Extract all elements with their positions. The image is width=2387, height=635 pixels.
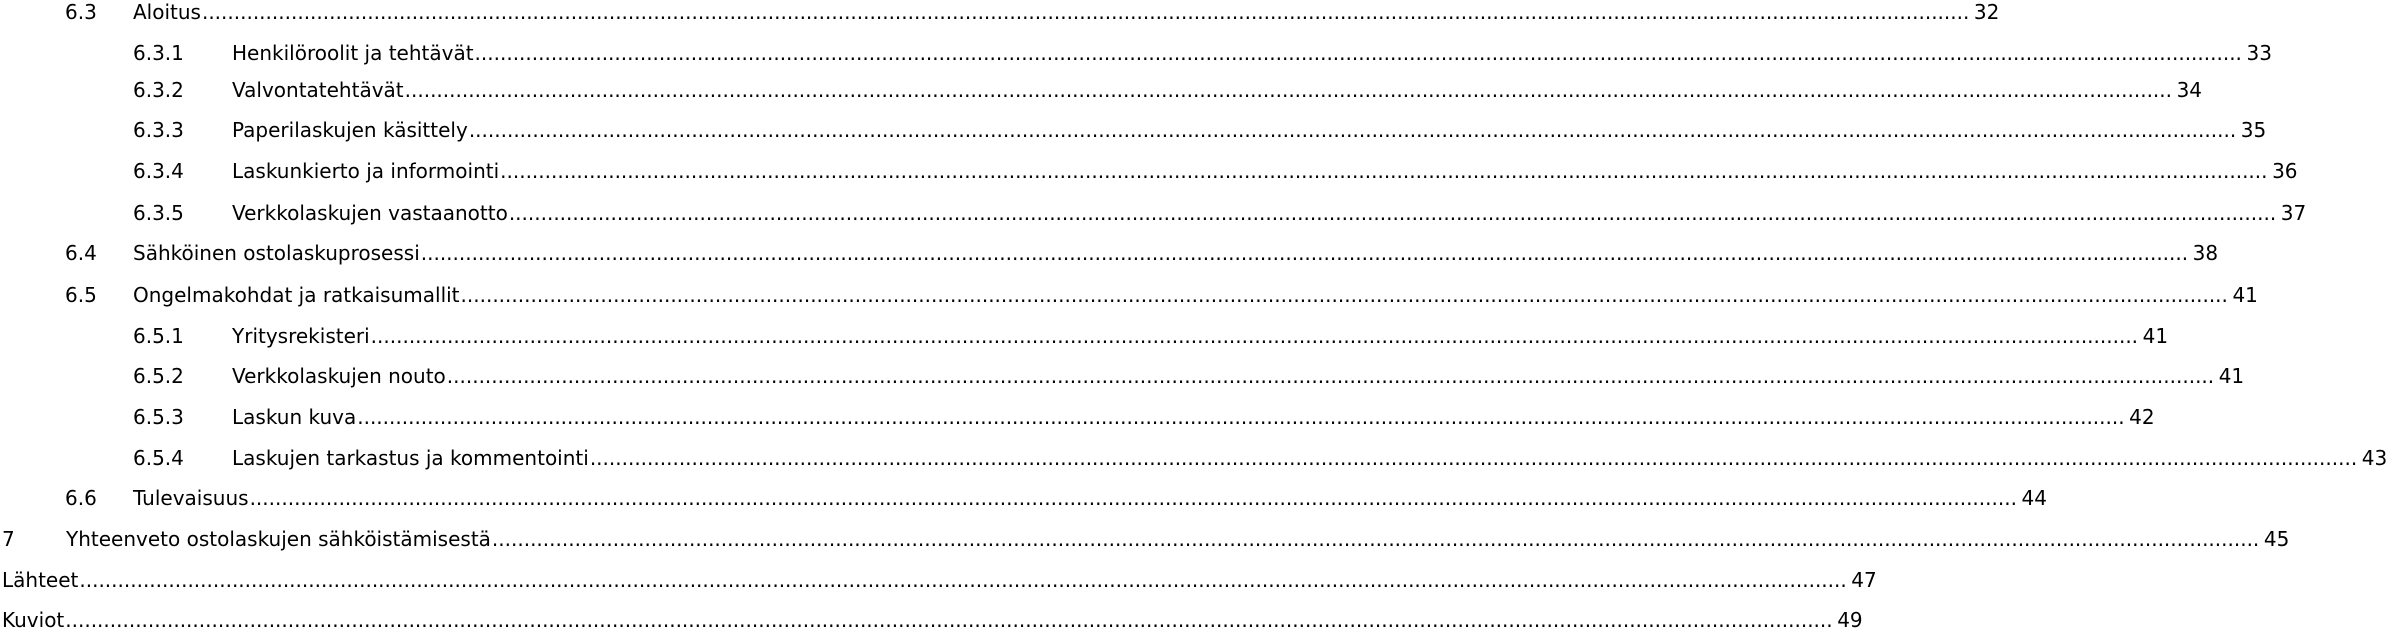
toc-entry-number: 6.3 (65, 0, 97, 24)
toc-entry-number: 6.5.3 (133, 405, 184, 429)
toc-entry[interactable] (0, 524, 2290, 554)
toc-entry-number: 6.3.5 (133, 201, 184, 225)
toc-entry-number: 6.3.3 (133, 118, 184, 142)
toc-entry[interactable] (0, 238, 2219, 268)
dot-leader (500, 156, 2267, 186)
dot-leader (447, 361, 2214, 391)
toc-entry[interactable] (0, 280, 2258, 310)
dot-leader (469, 115, 2236, 145)
toc-entry[interactable] (0, 565, 1877, 595)
dot-leader (79, 565, 1846, 595)
toc-entry-number: 6.4 (65, 241, 97, 265)
toc-entry-title: Yhteenveto ostolaskujen sähköistämisestä (66, 527, 491, 551)
toc-entry-page: 41 (2142, 324, 2169, 348)
toc-entry[interactable] (0, 156, 2298, 186)
toc-entry[interactable] (0, 483, 2047, 513)
toc-entry[interactable] (0, 0, 2000, 27)
toc-entry[interactable] (0, 361, 2245, 391)
toc-entry-number: 7 (2, 527, 15, 551)
toc-entry-page: 37 (2280, 201, 2307, 225)
toc-entry-page: 47 (1851, 568, 1877, 592)
toc-entry[interactable] (0, 443, 2387, 473)
toc-entry-title: Lähteet (2, 568, 79, 592)
toc-entry-title: Laskun kuva (232, 405, 357, 429)
toc-entry-page: 41 (2218, 364, 2245, 388)
toc-entry-title: Laskunkierto ja informointi (232, 159, 500, 183)
toc-entry-title: Kuviot (2, 608, 65, 632)
toc-entry-page: 49 (1837, 608, 1863, 632)
toc-entry[interactable] (0, 321, 2169, 351)
dot-leader (357, 402, 2124, 432)
toc-entry-page: 32 (1973, 0, 2000, 24)
toc-entry-title: Verkkolaskujen nouto (232, 364, 446, 388)
toc-entry-page: 43 (2361, 446, 2387, 470)
dot-leader (461, 280, 2228, 310)
dot-leader (421, 238, 2188, 268)
toc-entry-title: Valvontatehtävät (232, 78, 404, 102)
toc-entry[interactable] (0, 402, 2155, 432)
toc-entry-page: 44 (2021, 486, 2047, 510)
dot-leader (65, 605, 1832, 635)
toc-entry-page: 33 (2246, 41, 2272, 65)
toc-entry[interactable] (0, 605, 1863, 635)
dot-leader (250, 483, 2017, 513)
dot-leader (475, 38, 2242, 68)
toc-entry-title: Ongelmakohdat ja ratkaisumallit (133, 283, 460, 307)
toc-entry-title: Sähköinen ostolaskuprosessi (133, 241, 420, 265)
toc-entry-title: Tulevaisuus (133, 486, 249, 510)
toc-entry[interactable] (0, 75, 2203, 105)
toc-entry-number: 6.3.4 (133, 159, 184, 183)
dot-leader (492, 524, 2259, 554)
toc-entry-page: 45 (2263, 527, 2290, 551)
toc-entry-number: 6.5.1 (133, 324, 184, 348)
toc-entry[interactable] (0, 115, 2267, 145)
toc-entry-title: Paperilaskujen käsittely (232, 118, 468, 142)
dot-leader (590, 443, 2357, 473)
toc-entry-page: 42 (2129, 405, 2155, 429)
dot-leader (202, 0, 1969, 27)
toc-entry-title: Henkilöroolit ja tehtävät (232, 41, 474, 65)
toc-entry-number: 6.3.1 (133, 41, 184, 65)
toc-entry[interactable] (0, 38, 2272, 68)
dot-leader (509, 198, 2276, 228)
toc-entry-number: 6.5.4 (133, 446, 184, 470)
toc-entry-title: Verkkolaskujen vastaanotto (232, 201, 508, 225)
dot-leader (371, 321, 2138, 351)
toc-entry-number: 6.5 (65, 283, 97, 307)
toc-entry-page: 35 (2240, 118, 2267, 142)
toc-entry-title: Aloitus (133, 0, 201, 24)
toc-entry-number: 6.5.2 (133, 364, 184, 388)
toc-entry-number: 6.6 (65, 486, 97, 510)
toc-entry-page: 41 (2232, 283, 2258, 307)
dot-leader (405, 75, 2172, 105)
toc-entry-title: Laskujen tarkastus ja kommentointi (232, 446, 589, 470)
toc-entry[interactable] (0, 198, 2307, 228)
toc-entry-number: 6.3.2 (133, 78, 184, 102)
toc-entry-page: 34 (2176, 78, 2203, 102)
toc-entry-title: Yritysrekisteri (232, 324, 370, 348)
toc-entry-page: 36 (2272, 159, 2298, 183)
toc-entry-page: 38 (2192, 241, 2219, 265)
